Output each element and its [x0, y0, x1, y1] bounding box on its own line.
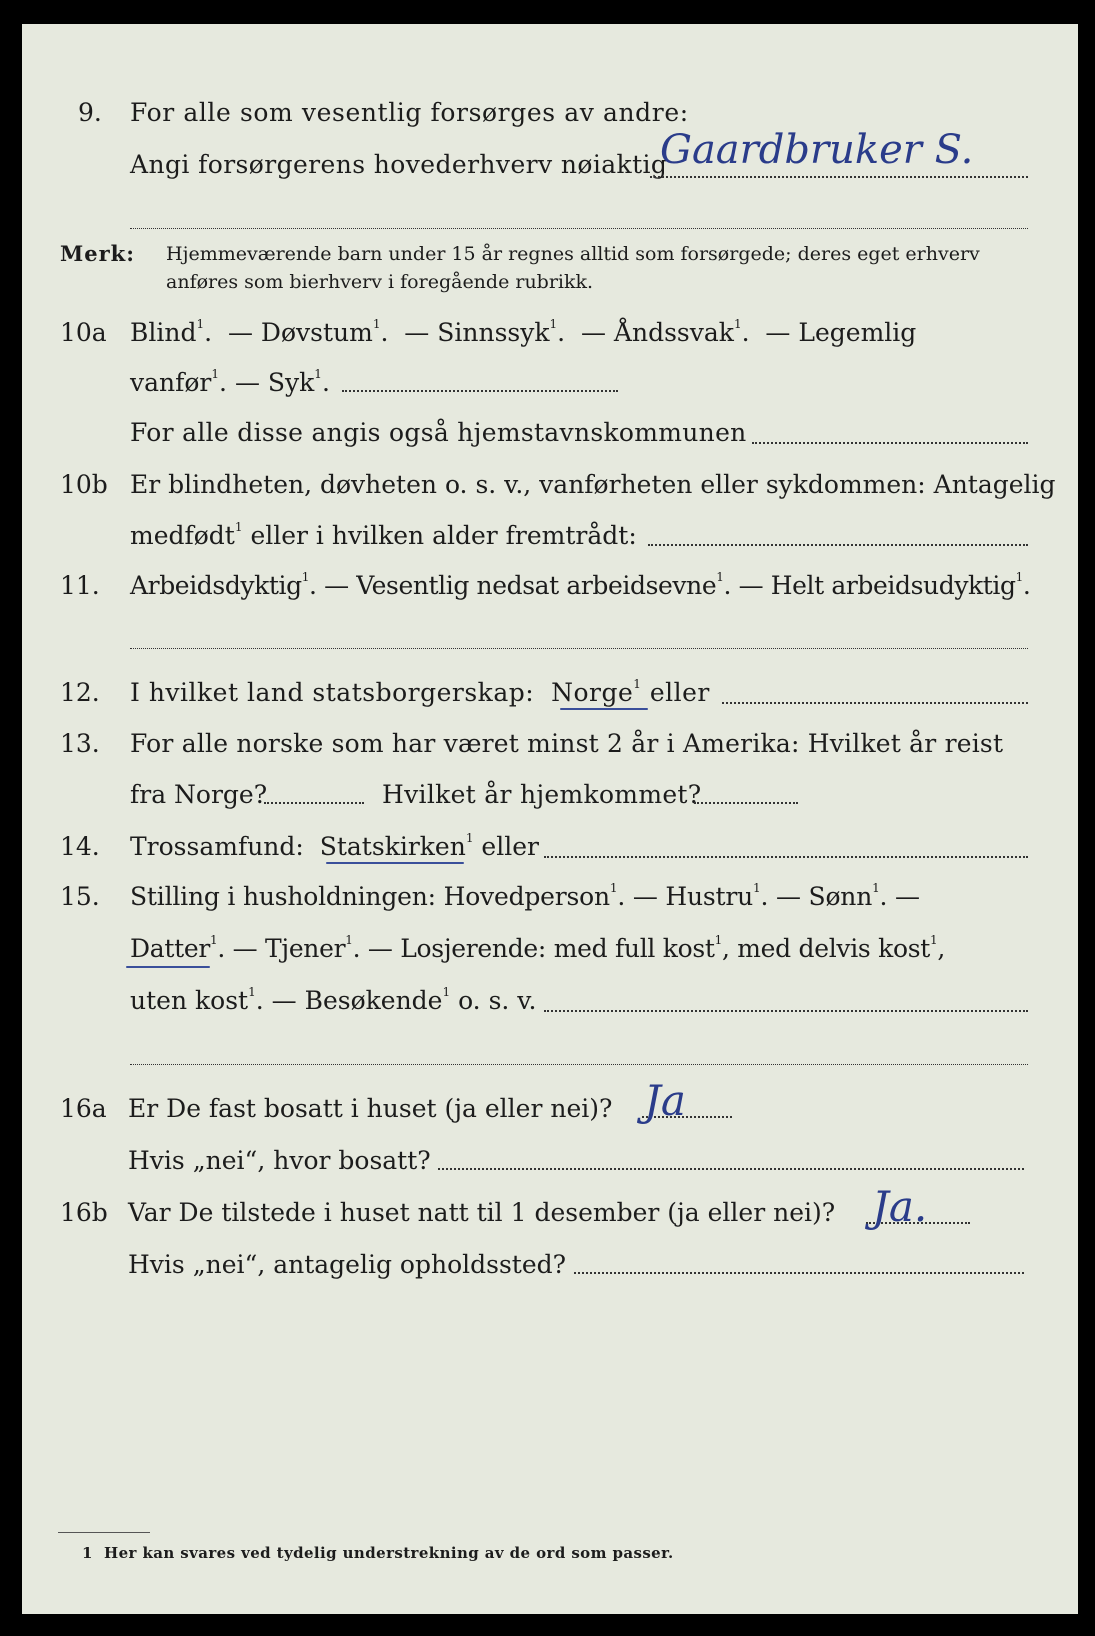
opt-vanfor: vanfør: [130, 368, 212, 397]
q16a-bosatt-line: [438, 1168, 1024, 1170]
q13-line-2a: fra Norge?: [130, 780, 268, 809]
opt-statskirken: Statskirken: [319, 832, 466, 861]
merk-text-1: Hjemmeværende barn under 15 år regnes alltid som forsørgede; deres eget erhverv: [166, 243, 980, 265]
q15-line-2: Datter$^1$. — Tjener$^1$. — Losjerende: med full kost$^1$, med delvis kost$^1$,: [130, 933, 945, 963]
q13-line-2b: Hvilket år hjemkommet?: [382, 780, 702, 809]
q9-number: 9.: [78, 98, 102, 127]
merk-label: Merk:: [60, 241, 135, 266]
opt-medfodt: medfødt: [130, 521, 235, 550]
q15-line-1: Stilling i husholdningen: Hovedperson$^1$. — Hustru$^1$. — Sønn$^1$. —: [130, 881, 920, 911]
q16a-number: 16a: [60, 1094, 107, 1123]
opt-datter: Datter: [130, 934, 210, 963]
footnote-rule: [58, 1532, 150, 1533]
q16b-number: 16b: [60, 1198, 108, 1227]
q14-number: 14.: [60, 832, 100, 861]
footnote-mark: 1: [82, 1544, 93, 1562]
q13-hjemkommet-line: [694, 802, 798, 804]
statskirken-underline: [326, 862, 464, 864]
q10a-number: 10a: [60, 318, 107, 347]
q9-rule: [130, 228, 1028, 229]
q15-line-3: uten kost$^1$. — Besøkende$^1$ o. s. v.: [130, 985, 537, 1015]
q9-answer-line: [650, 176, 1028, 178]
q12-number: 12.: [60, 678, 100, 707]
opt-sinnssyk: — Sinnssyk: [404, 318, 550, 347]
datter-underline: [126, 966, 210, 968]
q13-number: 13.: [60, 729, 100, 758]
merk-text-2: anføres som bierhverv i foregående rubrikk.: [166, 271, 594, 293]
q16b-line-1: Var De tilstede i huset natt til 1 desember (ja eller nei)?: [128, 1198, 836, 1227]
q10a-home-line: [752, 442, 1028, 444]
q11-rule: [130, 648, 1028, 649]
q11-number: 11.: [60, 571, 100, 600]
q14-line-dots: [544, 856, 1028, 858]
q16a-answer-handwriting: Ja: [644, 1076, 686, 1125]
q12-line-dots: [722, 702, 1028, 704]
opt-nedsat: — Vesentlig nedsat arbeidsevne: [324, 571, 717, 600]
opt-dovstum: — Døvstum: [227, 318, 373, 347]
opt-blind: Blind: [130, 318, 197, 347]
opt-arbeidsdyktig: Arbeidsdyktig: [130, 571, 302, 600]
q16b-opholdssted-line: [574, 1272, 1024, 1274]
opt-norge: Norge: [551, 678, 634, 707]
q16b-answer-handwriting: Ja.: [872, 1182, 928, 1231]
opt-syk: — Syk: [234, 368, 315, 397]
q10b-line-1: Er blindheten, døvheten o. s. v., vanførheten eller sykdommen: Antagelig: [130, 470, 1056, 499]
q10b-line-2: medfødt$^1$ eller i hvilken alder fremtrådt:: [130, 520, 637, 550]
q10b-line: [648, 544, 1028, 546]
q15-number: 15.: [60, 882, 100, 911]
opt-andssvak: — Åndssvak: [580, 318, 734, 347]
q16b-line-2: Hvis „nei“, antagelig opholdssted?: [128, 1250, 567, 1279]
q15-line-dots: [544, 1010, 1028, 1012]
q11-line: Arbeidsdyktig$^1$. — Vesentlig nedsat arbeidsevne$^1$. — Helt arbeidsudyktig$^1$.: [130, 570, 1031, 600]
q10b-number: 10b: [60, 470, 108, 499]
q14-line: Trossamfund: Statskirken$^1$ eller: [130, 831, 539, 861]
q16a-line-1: Er De fast bosatt i huset (ja eller nei)?: [128, 1094, 613, 1123]
q9-text-1: For alle som vesentlig forsørges av andre:: [130, 98, 689, 127]
opt-udyktig: — Helt arbeidsudyktig: [738, 571, 1016, 600]
q13-line-1: For alle norske som har været minst 2 år i Amerika: Hvilket år reist: [130, 729, 1004, 758]
q10a-syk-line: [342, 390, 618, 392]
q13-reist-line: [264, 802, 364, 804]
q10a-line-1: Blind$^1$. — Døvstum$^1$. — Sinnssyk$^1$. — Åndssvak$^1$. — Legemlig: [130, 317, 917, 347]
q9-answer-handwriting: Gaardbruker S.: [660, 127, 974, 173]
norge-underline: [560, 708, 648, 710]
q10a-line-2: vanfør$^1$. — Syk$^1$.: [130, 367, 330, 397]
opt-legemlig: — Legemlig: [765, 318, 917, 347]
footnote-text: Her kan svares ved tydelig understrekning av de ord som passer.: [104, 1544, 674, 1562]
q15-rule: [130, 1064, 1028, 1065]
q10a-line-3: For alle disse angis også hjemstavnskommunen: [130, 418, 747, 447]
q9-text-2: Angi forsørgerens hovederhverv nøiaktig: [130, 150, 668, 179]
q12-line: I hvilket land statsborgerskap: Norge$^1$ eller: [130, 677, 710, 707]
q16a-line-2: Hvis „nei“, hvor bosatt?: [128, 1146, 431, 1175]
